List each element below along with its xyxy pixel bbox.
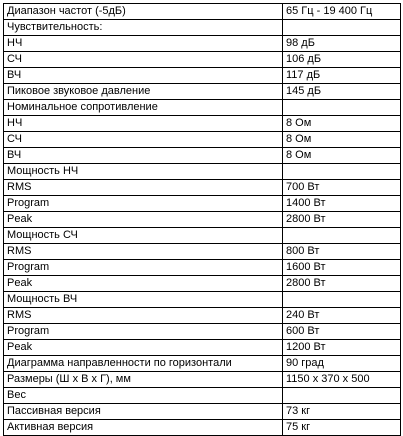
table-row (4, 388, 401, 404)
table-row (4, 340, 401, 356)
table-row (4, 404, 401, 420)
spec-label: Peak (4, 276, 283, 292)
table-row (4, 356, 401, 372)
spec-value: 1400 Вт (283, 196, 401, 212)
spec-label: Мощность ВЧ (4, 292, 283, 308)
table-row (4, 164, 401, 180)
spec-label: Номинальное сопротивление (4, 100, 283, 116)
table-row (4, 372, 401, 388)
table-row (4, 292, 401, 308)
spec-value: 1200 Вт (283, 340, 401, 356)
spec-value: 2800 Вт (283, 276, 401, 292)
spec-label: Активная версия (4, 420, 283, 436)
table-row (4, 132, 401, 148)
spec-label: Мощность СЧ (4, 228, 283, 244)
table-row (4, 244, 401, 260)
spec-label: RMS (4, 244, 283, 260)
table-row (4, 196, 401, 212)
spec-value (283, 164, 401, 180)
spec-value: 240 Вт (283, 308, 401, 324)
table-row (4, 100, 401, 116)
spec-label: Диапазон частот (-5дБ) (4, 4, 283, 20)
table-row (4, 52, 401, 68)
spec-value: 800 Вт (283, 244, 401, 260)
table-row (4, 84, 401, 100)
spec-value: 700 Вт (283, 180, 401, 196)
spec-value (283, 20, 401, 36)
table-row (4, 308, 401, 324)
spec-label: ВЧ (4, 68, 283, 84)
spec-label: Пиковое звуковое давление (4, 84, 283, 100)
spec-label: Чувствительность: (4, 20, 283, 36)
table-row (4, 180, 401, 196)
spec-label: НЧ (4, 36, 283, 52)
spec-value: 8 Ом (283, 132, 401, 148)
spec-value: 145 дБ (283, 84, 401, 100)
specifications-table (3, 3, 401, 436)
spec-value: 2800 Вт (283, 212, 401, 228)
table-row (4, 36, 401, 52)
specifications-table-body (4, 4, 401, 436)
spec-value (283, 100, 401, 116)
spec-value: 600 Вт (283, 324, 401, 340)
table-row (4, 228, 401, 244)
spec-value: 73 кг (283, 404, 401, 420)
spec-label: Диаграмма направленности по горизонтали (4, 356, 283, 372)
spec-label: Peak (4, 340, 283, 356)
spec-value (283, 388, 401, 404)
spec-label: RMS (4, 308, 283, 324)
spec-value (283, 292, 401, 308)
spec-value: 75 кг (283, 420, 401, 436)
table-row (4, 148, 401, 164)
spec-value: 90 град (283, 356, 401, 372)
spec-value: 1150 x 370 x 500 (283, 372, 401, 388)
spec-label: RMS (4, 180, 283, 196)
spec-label: Размеры (Ш x В x Г), мм (4, 372, 283, 388)
table-row (4, 20, 401, 36)
spec-value: 117 дБ (283, 68, 401, 84)
spec-label: Peak (4, 212, 283, 228)
spec-label: Program (4, 196, 283, 212)
spec-label: Пассивная версия (4, 404, 283, 420)
spec-label: Мощность НЧ (4, 164, 283, 180)
spec-label: ВЧ (4, 148, 283, 164)
spec-label: СЧ (4, 52, 283, 68)
spec-value: 8 Ом (283, 148, 401, 164)
table-row (4, 4, 401, 20)
spec-value: 65 Гц - 19 400 Гц (283, 4, 401, 20)
table-row (4, 276, 401, 292)
spec-label: Program (4, 324, 283, 340)
spec-value: 8 Ом (283, 116, 401, 132)
table-row (4, 324, 401, 340)
spec-label: НЧ (4, 116, 283, 132)
spec-value (283, 228, 401, 244)
table-row (4, 116, 401, 132)
spec-label: СЧ (4, 132, 283, 148)
table-row (4, 260, 401, 276)
spec-value: 106 дБ (283, 52, 401, 68)
spec-value: 1600 Вт (283, 260, 401, 276)
table-row (4, 68, 401, 84)
spec-label: Program (4, 260, 283, 276)
table-row (4, 212, 401, 228)
spec-label: Вес (4, 388, 283, 404)
spec-value: 98 дБ (283, 36, 401, 52)
